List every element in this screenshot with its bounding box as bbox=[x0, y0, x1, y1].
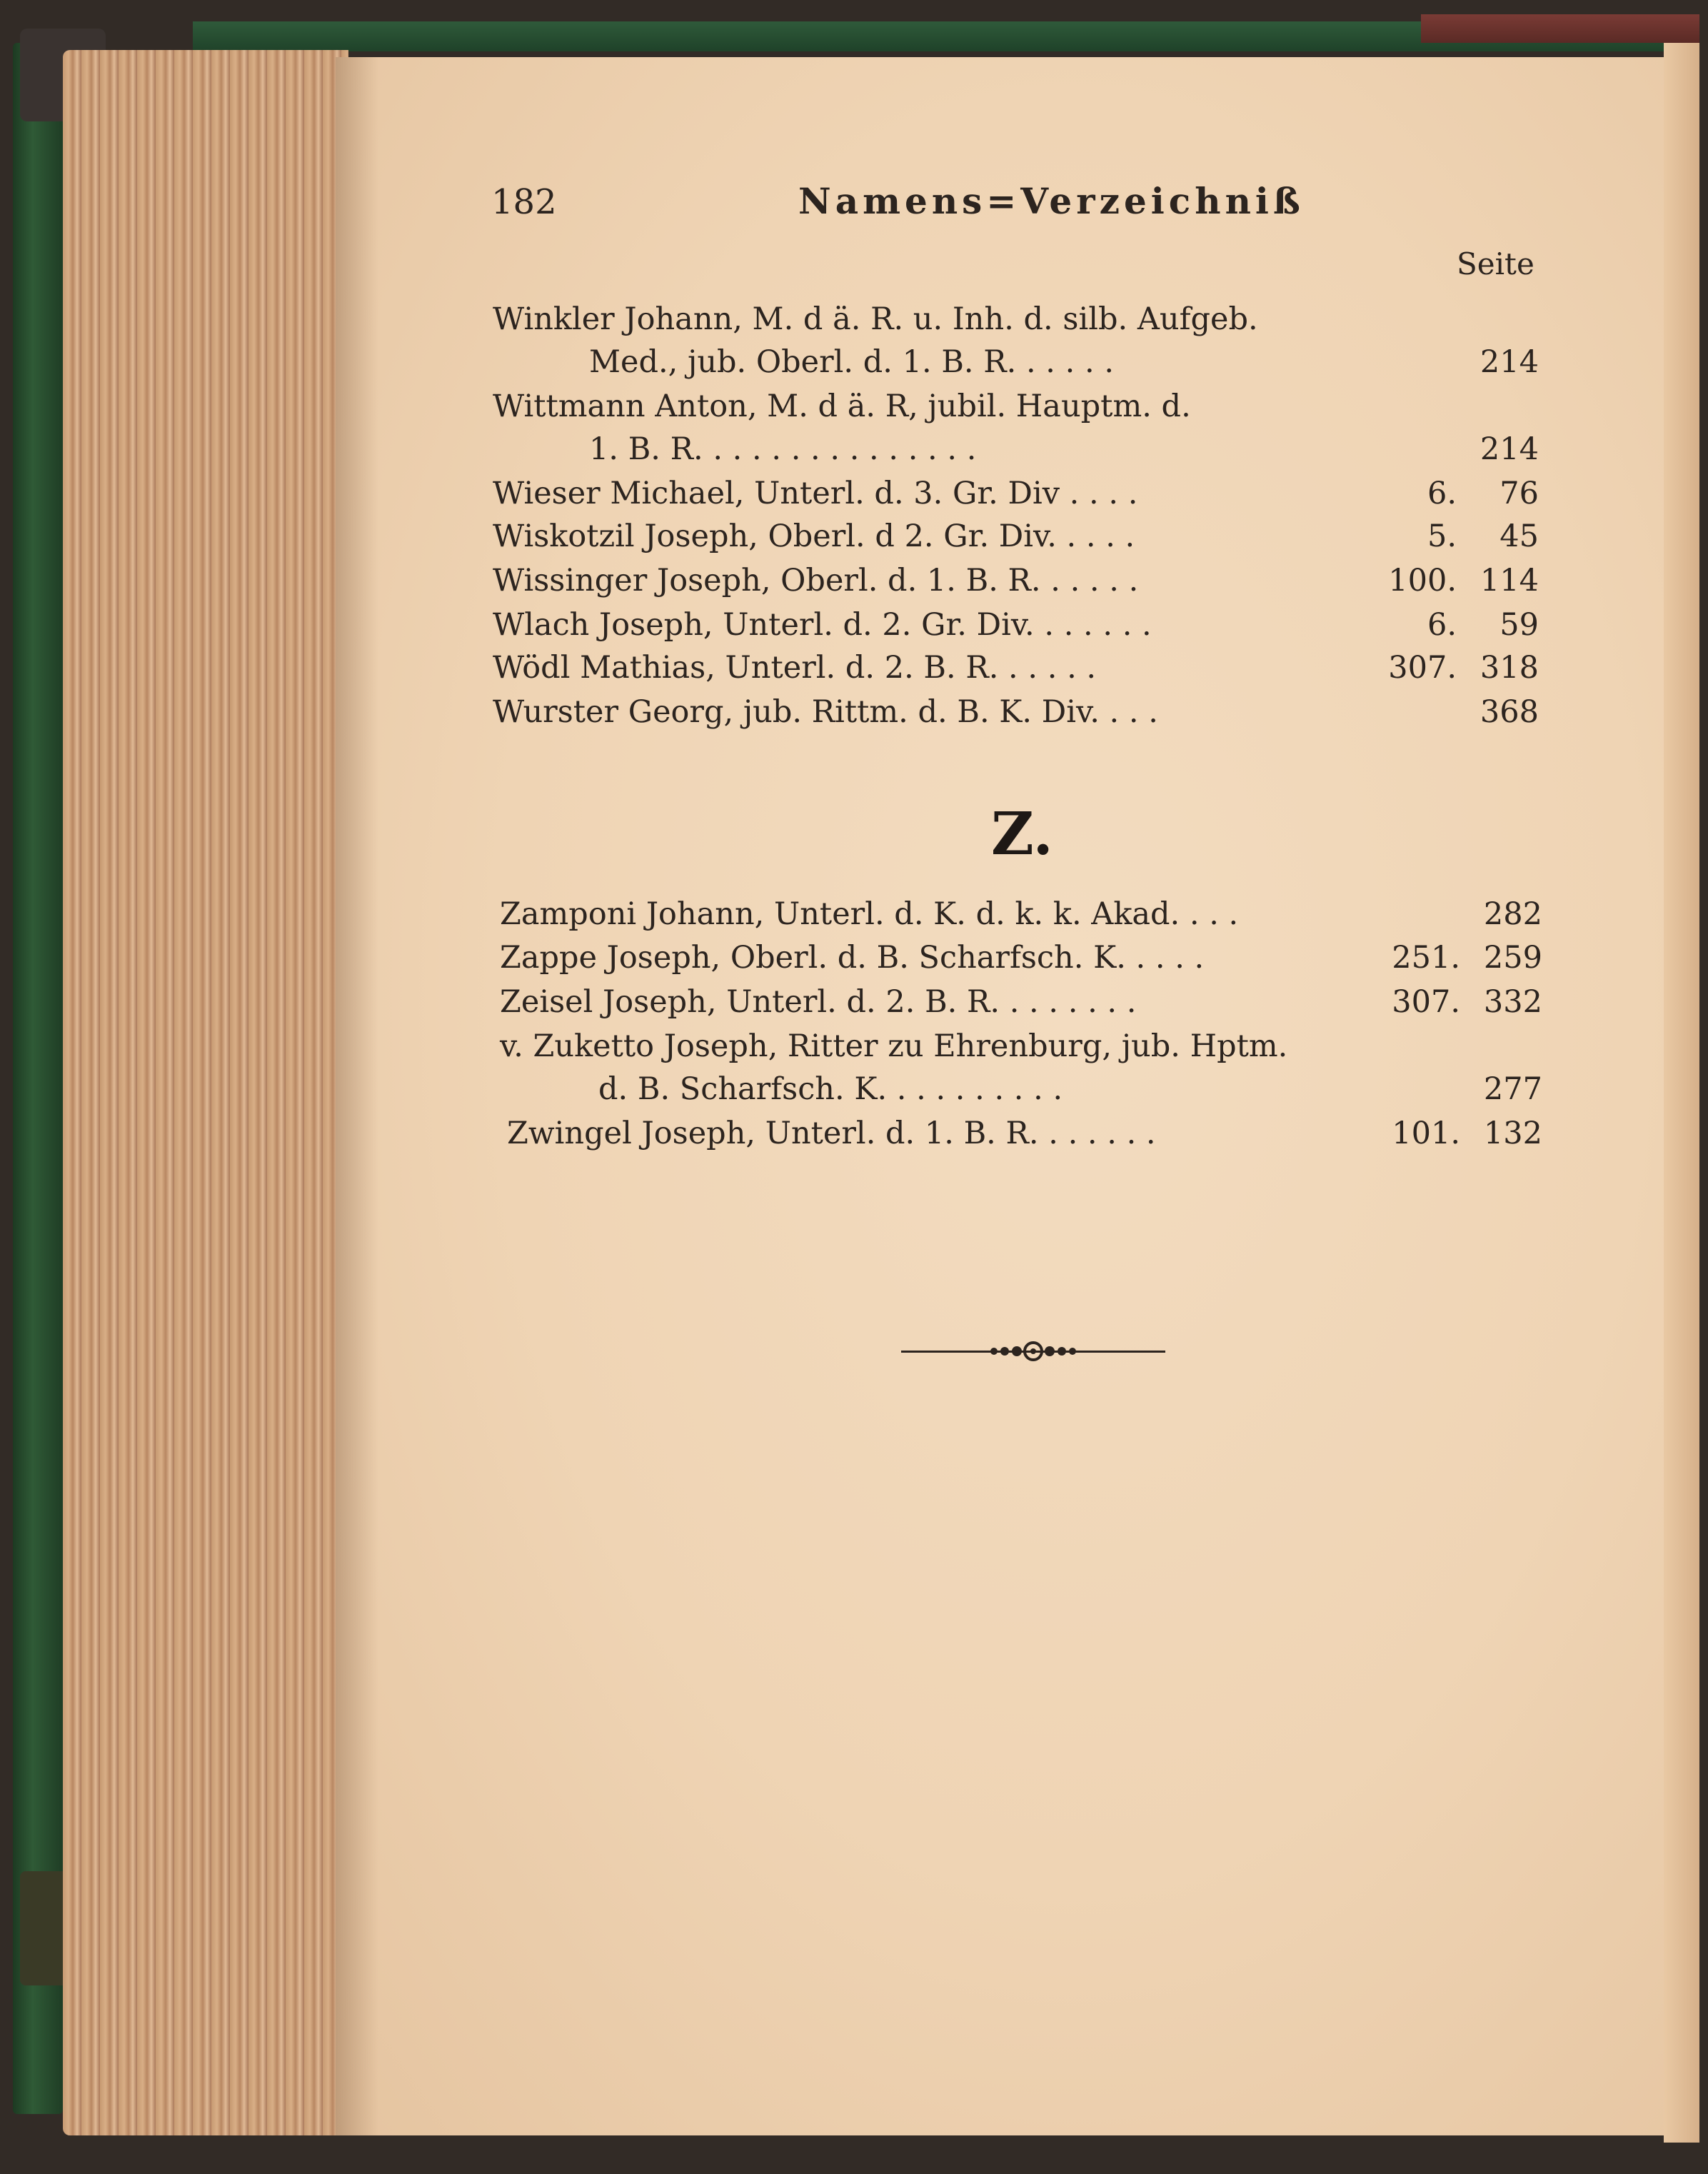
entry-name: Zamponi Johann, Unterl. d. K. d. k. k. Akad. . . . bbox=[500, 896, 1239, 932]
entry-name: Wittmann Anton, M. d ä. R, jubil. Hauptm. d. bbox=[493, 389, 1191, 424]
entry-page-first: 100. bbox=[1388, 563, 1457, 598]
entry-page: 214 bbox=[1480, 431, 1539, 467]
entry-name: Wieser Michael, Unterl. d. 3. Gr. Div . . . . bbox=[493, 476, 1138, 511]
entry-page-first: 307. bbox=[1392, 984, 1460, 1020]
page-number: 182 bbox=[491, 182, 557, 222]
entry-name: Wlach Joseph, Unterl. d. 2. Gr. Div. . . . . . . bbox=[493, 607, 1152, 643]
entry-page: 368 bbox=[1480, 694, 1539, 730]
entry-name: Wurster Georg, jub. Rittm. d. B. K. Div. . . . bbox=[493, 694, 1158, 730]
cover-top-band-red bbox=[1421, 14, 1699, 43]
entry-page: 59 bbox=[1499, 607, 1539, 643]
entry-page: 132 bbox=[1483, 1116, 1542, 1151]
page-right-edge bbox=[1664, 43, 1699, 2143]
entry-name: Wödl Mathias, Unterl. d. 2. B. R. . . . . . bbox=[493, 650, 1097, 686]
entry-page: 76 bbox=[1499, 476, 1539, 511]
entry-page-first: 101. bbox=[1392, 1116, 1460, 1151]
entry-name: Zeisel Joseph, Unterl. d. 2. B. R. . . . . . . . bbox=[500, 984, 1137, 1020]
page-edges bbox=[63, 50, 348, 2135]
entry-page-first: 5. bbox=[1427, 519, 1457, 554]
entry-name: Wiskotzil Joseph, Oberl. d 2. Gr. Div. . . . . bbox=[493, 519, 1135, 554]
entry-name: 1. B. R. . . . . . . . . . . . . . . bbox=[589, 431, 977, 467]
entry-page: 214 bbox=[1480, 344, 1539, 380]
entry-name: Wissinger Joseph, Oberl. d. 1. B. R. . . . . . bbox=[493, 563, 1139, 598]
entry-name: d. B. Scharfsch. K. . . . . . . . . . bbox=[598, 1071, 1063, 1107]
entry-page-first: 307. bbox=[1388, 650, 1457, 686]
entry-name: Winkler Johann, M. d ä. R. u. Inh. d. silb. Aufgeb. bbox=[493, 301, 1258, 337]
column-label: Seite bbox=[1457, 246, 1534, 281]
entry-name: Med., jub. Oberl. d. 1. B. R. . . . . . bbox=[589, 344, 1114, 380]
end-ornament bbox=[901, 1339, 1165, 1365]
entry-page: 282 bbox=[1483, 896, 1542, 932]
page-gutter-shadow bbox=[336, 57, 378, 2135]
entry-page-first: 6. bbox=[1427, 607, 1457, 643]
entry-page: 259 bbox=[1483, 940, 1542, 976]
entry-page-first: 251. bbox=[1392, 940, 1460, 976]
ornament-dots-icon bbox=[901, 1339, 1165, 1365]
entry-page: 45 bbox=[1499, 519, 1539, 554]
entry-page: 332 bbox=[1483, 984, 1542, 1020]
entry-page-first: 6. bbox=[1427, 476, 1457, 511]
page-title: Namens=Verzeichniß bbox=[798, 180, 1305, 222]
entry-name: Zappe Joseph, Oberl. d. B. Scharfsch. K. . . . . bbox=[500, 940, 1205, 976]
entry-name: Zwingel Joseph, Unterl. d. 1. B. R. . . . . . . bbox=[507, 1116, 1156, 1151]
book-spine bbox=[13, 43, 63, 2114]
section-letter: Z. bbox=[991, 800, 1053, 868]
entry-page: 114 bbox=[1480, 563, 1539, 598]
entry-page: 277 bbox=[1483, 1071, 1542, 1107]
entry-name: v. Zuketto Joseph, Ritter zu Ehrenburg, jub. Hptm. bbox=[500, 1028, 1288, 1064]
entry-page: 318 bbox=[1480, 650, 1539, 686]
